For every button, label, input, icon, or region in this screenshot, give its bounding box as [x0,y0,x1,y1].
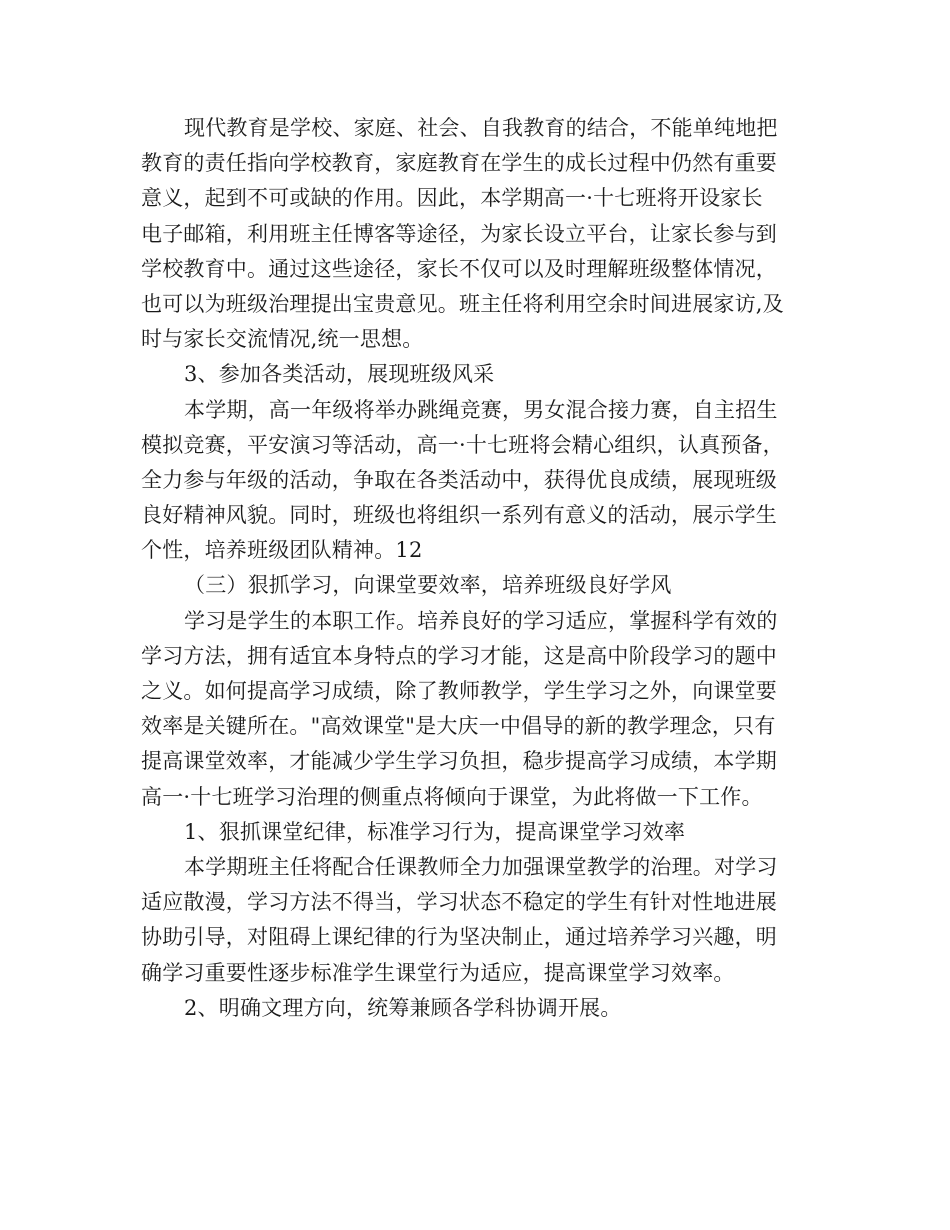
paragraph-line: 之义。如何提高学习成绩，除了教师教学，学生学习之外，向课堂要 [141,679,777,703]
section-heading: 3、参加各类活动，展现班级风采 [184,362,495,387]
paragraph-line: 高一·十七班学习治理的侧重点将倾向于课堂，为此将做一下工作。 [141,784,763,809]
paragraph-line: 效率是关键所在。"高效课堂"是大庆一中倡导的新的教学理念，只有 [141,714,776,739]
paragraph-line: 现代教育是学校、家庭、社会、自我教育的结合，不能单纯地把 [184,116,778,140]
paragraph-line: 提高课堂效率，才能减少学生学习负担，稳步提高学习成绩，本学期 [141,749,777,774]
paragraph-line: 本学期班主任将配合任课教师全力加强课堂教学的治理。对学习 [184,854,778,879]
paragraph-line: 全力参与年级的活动，争取在各类活动中，获得优良成绩，展现班级 [141,467,777,492]
paragraph-line: 学校教育中。通过这些途径，家长不仅可以及时理解班级整体情况， [141,256,777,281]
paragraph-line: 电子邮箱，利用班主任博客等途径，为家长设立平台，让家长参与到 [141,221,777,246]
paragraph-line: 协助引导，对阻碍上课纪律的行为坚决制止，通过培养学习兴趣，明 [141,925,777,950]
paragraph-line: 适应散漫，学习方法不得当，学习状态不稳定的学生有针对性地进展 [141,890,777,915]
paragraph-line: 意义，起到不可或缺的作用。因此，本学期高一·十七班将开设家长 [141,186,763,211]
paragraph-line: 学习方法，拥有适宜本身特点的学习才能，这是高中阶段学习的题中 [141,643,777,668]
section-heading: 1、狠抓课堂纪律，标准学习行为，提高课堂学习效率 [184,819,686,844]
paragraph-line: 时与家长交流情况,统一思想。 [141,327,424,352]
document-body [141,111,831,1026]
section-heading: 2、明确文理方向，统筹兼顾各学科协调开展。 [184,995,622,1020]
paragraph-line: 学习是学生的本职工作。培养良好的学习适应，掌握科学有效的 [184,608,778,633]
section-heading: （三）狠抓学习，向课堂要效率，培养班级良好学风 [184,573,672,598]
paragraph-line: 本学期，高一年级将举办跳绳竞赛，男女混合接力赛，自主招生 [184,397,778,422]
paragraph-line: 模拟竞赛，平安演习等活动，高一·十七班将会精心组织，认真预备， [141,432,784,457]
paragraph-line: 也可以为班级治理提出宝贵意见。班主任将利用空余时间进展家访,及 [141,291,784,316]
paragraph-line: 教育的责任指向学校教育，家庭教育在学生的成长过程中仍然有重要 [141,151,777,176]
paragraph-line: 个性，培养班级团队精神。12 [141,538,423,563]
paragraph-line: 良好精神风貌。同时，班级也将组织一系列有意义的活动，展示学生 [141,503,777,528]
paragraph-line: 确学习重要性逐步标准学生课堂行为适应，提高课堂学习效率。 [141,960,735,985]
